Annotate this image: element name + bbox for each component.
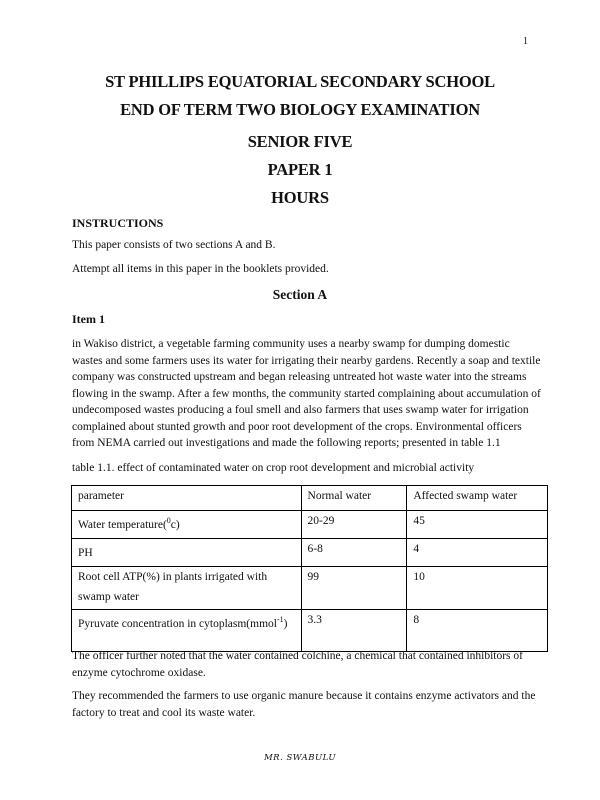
parameter-cell [72, 610, 302, 652]
instruction-line-1: This paper consists of two sections A and B. [72, 239, 276, 251]
section-title: Section A [272, 287, 328, 302]
table-header-row [72, 486, 548, 511]
page-number: 1 [523, 36, 528, 47]
table-row [72, 566, 548, 610]
item-title: Item 1 [72, 312, 105, 326]
parameter-cell [72, 566, 302, 610]
instruction-line-2: Attempt all items in this paper in the booklets provided. [72, 263, 329, 275]
footer-author: MR. SWABULU [263, 753, 337, 763]
header-cell-parameter: parameter [72, 486, 302, 511]
recommendation-paragraph: They recommended the farmers to use organic manure because it contains enzyme activators and the factory to treat and cool its waste water. [72, 690, 536, 719]
paper-heading: PAPER 1 [267, 160, 333, 179]
observation-paragraph: The officer further noted that the water contained colchine, a chemical that contained inhibitors of enzyme cytochrome oxidase. [72, 650, 523, 679]
header-cell-affected-water: Affected swamp water [407, 486, 548, 511]
table-row [72, 610, 548, 652]
table-row [72, 538, 548, 566]
normal-water-cell: 20-29 [301, 511, 407, 539]
superscript: 0 [166, 516, 171, 525]
normal-water-cell: 6-8 [301, 538, 407, 566]
class-heading: SENIOR FIVE [247, 132, 353, 151]
parameter-cell [72, 511, 302, 539]
hours-heading: HOURS [271, 188, 329, 207]
affected-water-cell: 45 [407, 511, 548, 539]
results-table [71, 485, 548, 652]
parameter-text: PH [78, 546, 93, 559]
affected-water-cell: 10 [407, 566, 548, 610]
instructions-title: INSTRUCTIONS [72, 216, 164, 230]
superscript: -1 [276, 615, 284, 625]
school-name-heading: ST PHILLIPS EQUATORIAL SECONDARY SCHOOL [105, 72, 495, 91]
exam-title-heading: END OF TERM TWO BIOLOGY EXAMINATION [120, 100, 480, 119]
affected-water-cell: 4 [407, 538, 548, 566]
item-paragraph: in Wakiso district, a vegetable farming community uses a nearby swamp for dumping domestic wastes and some farmers uses its water for irrigating their nearby gardens. Recently a soap and textile company was constructed upstream and began releasing untreated hot waste water into the streams flowing in the swamp. After a few months, the community started complaining about accumulation of undecomposed wastes producing a foul smell and also farmers that uses swamp water for irrigation complained about stunted growth and poor root development of the crops. Environmental officers from NEMA carried out investigations and made the following reports; presented in table 1.1 [72, 338, 541, 449]
header-cell-normal-water: Normal water [301, 486, 407, 511]
table-caption: table 1.1. effect of contaminated water on crop root development and microbial activity [72, 462, 475, 474]
parameter-text: Pyruvate concentration in cytoplasm(mmol [78, 618, 277, 631]
parameter-cell [72, 538, 302, 566]
parameter-text-end: ) [283, 618, 288, 631]
normal-water-cell: 99 [301, 566, 407, 610]
parameter-text: Water temperature( [78, 518, 167, 531]
table-row [72, 511, 548, 539]
normal-water-cell: 3.3 [301, 610, 407, 652]
affected-water-cell: 8 [407, 610, 548, 652]
parameter-text: Root cell ATP(%) in plants irrigated with swamp water [78, 570, 268, 603]
parameter-text-end: c) [170, 518, 180, 531]
